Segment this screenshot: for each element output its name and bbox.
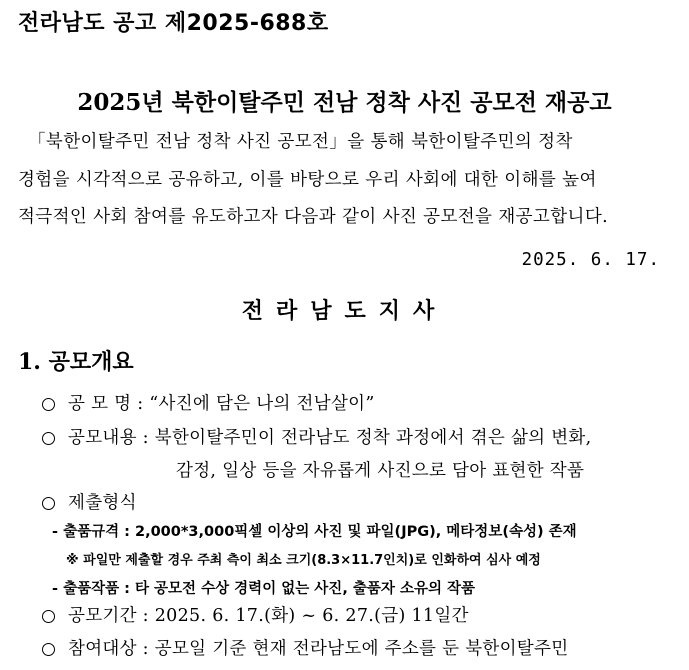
- announcement-date: 2025. 6. 17.: [521, 250, 660, 270]
- issuer-name: 전라남도지사: [241, 298, 448, 324]
- eligibility-row: 참여대상 : 공모일 기준 현재 전라남도에 주소를 둔 북한이탈주민: [68, 639, 569, 659]
- intro-line-2: 경험을 시각적으로 공유하고, 이를 바탕으로 우리 사회에 대한 이해를 높여: [18, 170, 597, 190]
- entry-works-row: - 출품작품 : 타 공모전 수상 경력이 없는 사진, 출품자 소유의 작품: [52, 581, 476, 597]
- intro-line-1: 「북한이탈주민 전남 정착 사진 공모전」을 통해 북한이탈주민의 정착: [28, 132, 573, 152]
- contest-period-row: 공모기간 : 2025. 6. 17.(화) ~ 6. 27.(금) 11일간: [68, 606, 469, 626]
- contest-content-row-continued: 감정, 일상 등을 자유롭게 사진으로 담아 표현한 작품: [176, 461, 585, 481]
- circle-bullet-icon: [42, 398, 55, 411]
- submission-format-label: 제출형식: [68, 493, 137, 513]
- circle-bullet-icon: [42, 497, 55, 510]
- entry-spec-row: - 출품규격 : 2,000*3,000픽셀 이상의 사진 및 파일(JPG), 메타정보(속성) 존재: [52, 524, 577, 540]
- circle-bullet-icon: [42, 610, 55, 623]
- document-title: 2025년 북한이탈주민 전남 정착 사진 공모전 재공고: [77, 89, 612, 116]
- contest-name-row: 공 모 명 : “사진에 담은 나의 전남살이”: [68, 394, 375, 414]
- contest-content-row: 공모내용 : 북한이탈주민이 전라남도 정착 과정에서 겪은 삶의 변화,: [68, 428, 592, 448]
- circle-bullet-icon: [42, 432, 55, 445]
- section-heading: 1. 공모개요: [18, 349, 134, 375]
- notice-number: 전라남도 공고 제2025-688호: [18, 11, 329, 36]
- entry-note-row: ※ 파일만 제출할 경우 주최 측이 최소 크기(8.3×11.7인치)로 인화하여 심사 예정: [66, 553, 541, 568]
- circle-bullet-icon: [42, 643, 55, 656]
- intro-line-3: 적극적인 사회 참여를 유도하고자 다음과 같이 사진 공모전을 재공고합니다.: [18, 207, 609, 227]
